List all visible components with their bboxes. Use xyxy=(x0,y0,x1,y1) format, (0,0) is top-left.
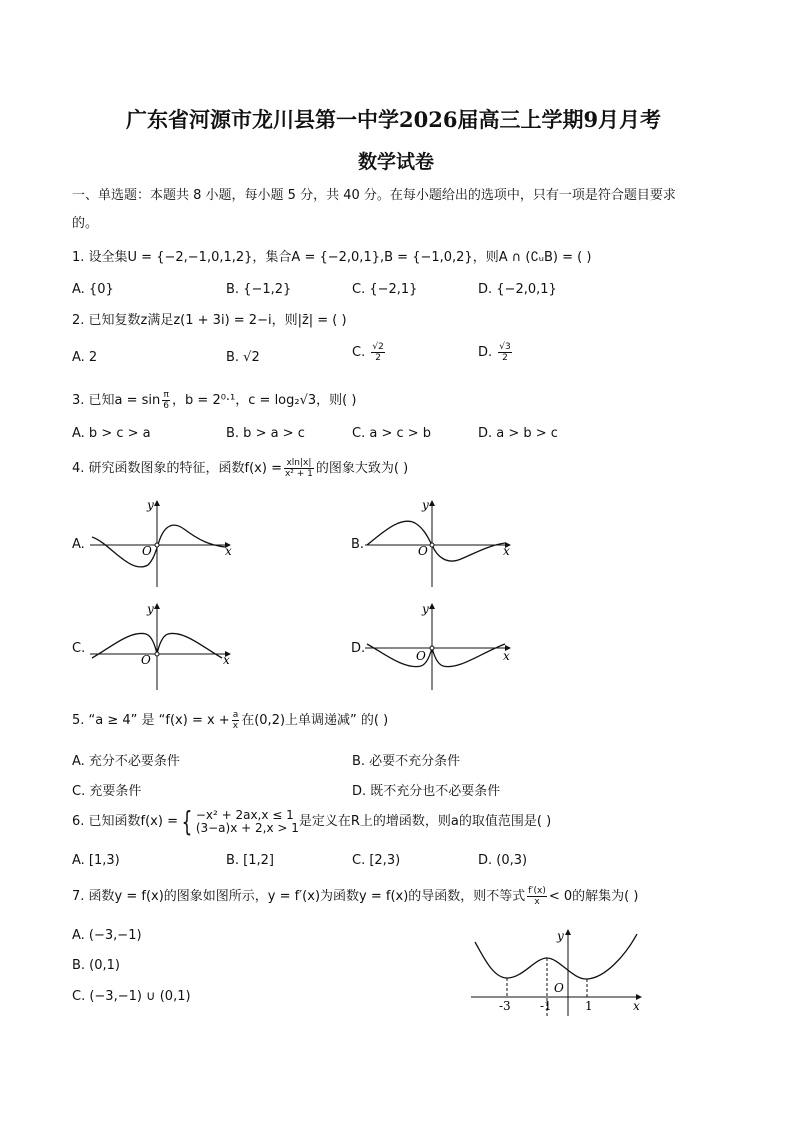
q7-stem xyxy=(72,886,638,907)
y-axis-label: y xyxy=(147,602,154,616)
q5-stem-part2: 在(0,2)上单调递减” 的( ) xyxy=(241,713,389,728)
q6-piecewise-cases xyxy=(196,809,299,835)
x-axis-label: x xyxy=(223,653,230,667)
origin-hole xyxy=(430,543,434,547)
q4-graph-c xyxy=(90,600,240,695)
origin-hole xyxy=(155,652,159,656)
origin-label: O xyxy=(142,544,152,558)
x-axis-label: x xyxy=(503,649,510,663)
q5-stem xyxy=(72,710,388,731)
x-axis-label: x xyxy=(633,999,640,1013)
q7-option-a: A. (−3,−1) xyxy=(72,928,142,943)
q3-stem-part1: 3. 已知a = sin xyxy=(72,393,161,408)
q3-stem xyxy=(72,390,356,411)
q6-stem-part1: 6. 已知函数f(x) = xyxy=(72,814,178,829)
tick-label-neg3: -3 xyxy=(499,999,511,1013)
q6-stem-part2: 是定义在R上的增函数，则a的取值范围是( ) xyxy=(298,814,552,829)
q5-stem-part1: 5. “a ≥ 4” 是 “f(x) = x + xyxy=(72,713,230,728)
origin-hole xyxy=(430,646,434,650)
q7-stem-part2: < 0的解集为( ) xyxy=(548,889,639,904)
q6-case-1: −x² + 2ax,x ≤ 1 xyxy=(195,808,294,822)
q7-fraction xyxy=(527,886,547,907)
q2-option-a: A. 2 xyxy=(72,350,98,365)
q4-graph-d xyxy=(365,600,515,695)
q1-option-a: A. {0} xyxy=(72,282,114,297)
q3-stem-part2: ，b = 2⁰·¹，c = log₂√3，则( ) xyxy=(172,393,357,408)
exam-title: 广东省河源市龙川县第一中学2026届高三上学期9月月考 xyxy=(126,107,662,132)
q3-option-b: B. b > a > c xyxy=(226,426,305,441)
origin-label: O xyxy=(554,981,564,995)
tick-label-neg1: -1 xyxy=(540,999,552,1013)
fraction-numerator: f′(x) xyxy=(528,886,546,896)
q2-option-c xyxy=(352,342,387,363)
q3-sin-fraction xyxy=(162,390,170,411)
fraction-denominator: 6 xyxy=(163,401,170,411)
origin-label: O xyxy=(418,544,428,558)
q7-option-b: B. (0,1) xyxy=(72,958,121,973)
q5-option-b: B. 必要不充分条件 xyxy=(352,754,461,769)
y-axis-label: y xyxy=(422,602,429,616)
fraction-denominator: x xyxy=(232,721,239,731)
origin-label: O xyxy=(416,649,426,663)
q7-stem-part1: 7. 函数y = f(x)的图象如图所示，y = f′(x)为函数y = f(x)的导函数，则不等式 xyxy=(72,889,526,904)
y-axis-label: y xyxy=(422,498,429,512)
q4-graph-a xyxy=(90,495,240,590)
q6-option-b: B. [1,2] xyxy=(226,853,275,868)
function-curve xyxy=(367,521,505,561)
origin-label: O xyxy=(141,653,151,667)
q5-option-d: D. 既不充分也不必要条件 xyxy=(352,784,501,799)
fraction-numerator: a xyxy=(232,710,239,720)
tick-label-1: 1 xyxy=(585,999,593,1013)
x-axis-label: x xyxy=(503,544,510,558)
q4-stem-part1: 4. 研究函数图象的特征，函数f(x) = xyxy=(72,461,282,476)
x-axis-label: x xyxy=(225,544,232,558)
section-header-line1: 一、单选题：本题共 8 小题，每小题 5 分，共 40 分。在每小题给出的选项中，只有一项是符合题目要求 xyxy=(72,188,676,203)
q1-option-d: D. {−2,0,1} xyxy=(478,282,557,297)
fraction-denominator: x xyxy=(534,897,540,907)
q4-option-a-label: A. xyxy=(72,537,85,552)
q3-option-a: A. b > c > a xyxy=(72,426,151,441)
q2-option-c-label: C. xyxy=(352,345,366,360)
q4-stem xyxy=(72,458,408,479)
q2-option-c-fraction xyxy=(371,342,384,363)
q6-option-a: A. [1,3) xyxy=(72,853,120,868)
q2-option-d xyxy=(478,342,514,363)
q4-option-d-label: D. xyxy=(351,641,366,656)
fraction-numerator: √3 xyxy=(499,342,511,352)
left-brace-icon: { xyxy=(181,805,193,838)
function-curve xyxy=(475,934,637,979)
q3-option-c: C. a > c > b xyxy=(352,426,432,441)
q6-case-2: (3−a)x + 2,x > 1 xyxy=(195,821,299,835)
y-axis-label: y xyxy=(557,929,564,943)
q4-option-b-label: B. xyxy=(351,537,365,552)
q7-option-c: C. (−3,−1) ∪ (0,1) xyxy=(72,989,191,1004)
q2-stem: 2. 已知复数z满足z(1 + 3i) = 2−i，则|z̄| = ( ) xyxy=(72,313,347,328)
fraction-denominator: 2 xyxy=(375,353,381,363)
q6-stem xyxy=(72,805,552,838)
q2-option-d-label: D. xyxy=(478,345,493,360)
q7-graph xyxy=(465,926,650,1018)
fraction-denominator: 2 xyxy=(502,353,508,363)
function-curve xyxy=(367,644,505,667)
fraction-denominator: x² + 1 xyxy=(284,469,313,479)
q1-option-b: B. {−1,2} xyxy=(226,282,292,297)
exam-subtitle: 数学试卷 xyxy=(358,151,435,173)
q4-stem-part2: 的图象大致为( ) xyxy=(315,461,409,476)
q5-option-a: A. 充分不必要条件 xyxy=(72,754,180,769)
y-axis-label: y xyxy=(147,498,154,512)
q2-option-d-fraction xyxy=(498,342,511,363)
q4-function-fraction xyxy=(284,458,314,479)
section-header-line2: 的。 xyxy=(72,216,99,231)
fraction-numerator: π xyxy=(163,390,169,400)
q6-option-c: C. [2,3) xyxy=(352,853,401,868)
origin-hole xyxy=(155,543,159,547)
q1-option-c: C. {−2,1} xyxy=(352,282,418,297)
q1-stem: 1. 设全集U = {−2,−1,0,1,2}，集合A = {−2,0,1},B = {−1,0,2}，则A ∩ (∁ᵤB) = ( ) xyxy=(72,250,592,265)
fraction-numerator: √2 xyxy=(372,342,384,352)
q3-option-d: D. a > b > c xyxy=(478,426,558,441)
fraction-numerator: xln|x| xyxy=(284,458,314,469)
q4-graph-b xyxy=(365,495,515,590)
q6-option-d: D. (0,3) xyxy=(478,853,528,868)
q2-option-b: B. √2 xyxy=(226,350,260,365)
q5-fraction xyxy=(232,710,240,731)
q4-option-c-label: C. xyxy=(72,641,86,656)
q5-option-c: C. 充要条件 xyxy=(72,784,142,799)
